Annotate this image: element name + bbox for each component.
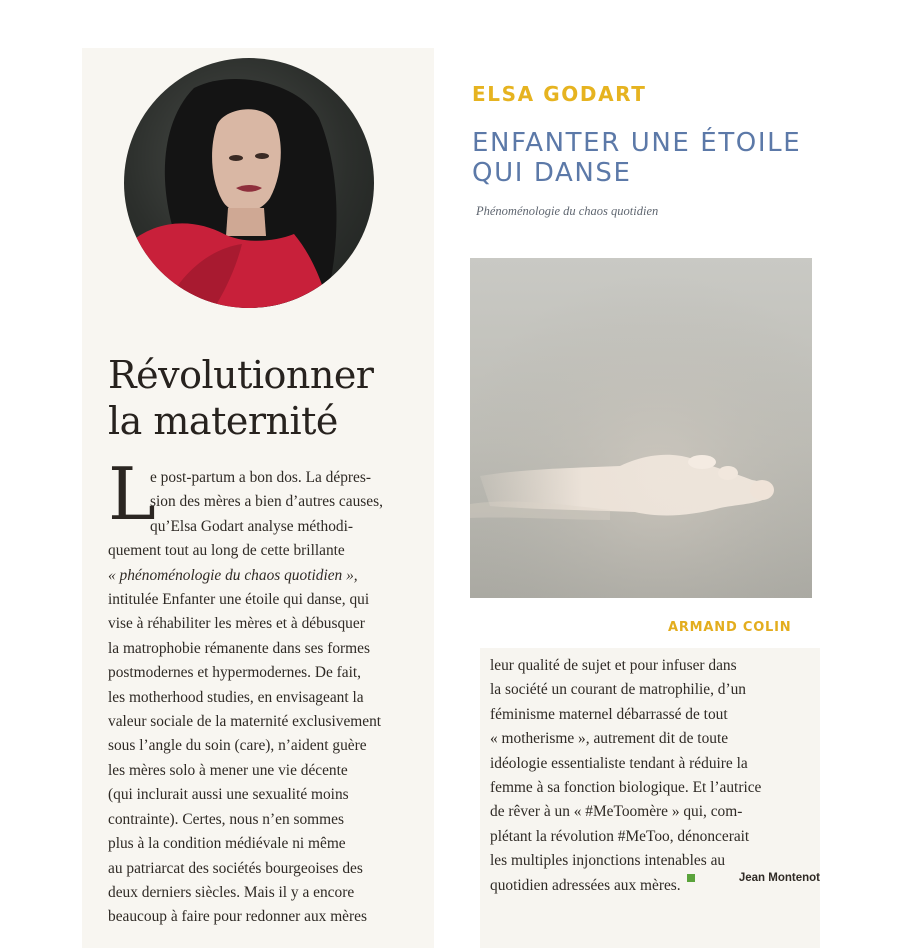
body-line: (qui inclurait aussi une sexualité moins [108, 786, 349, 804]
body-line: e post-partum a bon dos. La dépres- [150, 469, 371, 486]
end-of-article-square-icon [687, 874, 695, 882]
body-line: au patriarcat des sociétés bourgeoises des [108, 859, 363, 877]
book-subtitle: Phénoménologie du chaos quotidien [476, 204, 659, 218]
book-publisher: ARMAND COLIN [668, 620, 792, 635]
body-line: quement tout au long de cette brillante [108, 542, 345, 560]
body-line: les motherhood studies, en envisageant la [108, 688, 364, 706]
body-line: « motherisme », autrement dit de toute [490, 730, 729, 748]
body-line: plus à la condition médiévale ni même [108, 835, 346, 853]
body-line: qu’Elsa Godart analyse méthodi- [150, 517, 354, 535]
body-line: sion des mères a bien d’autres causes, [150, 493, 383, 511]
article-body-right-column [490, 654, 796, 898]
body-line: idéologie essentialiste tendant à réduire la [490, 754, 748, 772]
body-line: postmodernes et hypermodernes. De fait, [108, 664, 362, 682]
headline-line-1: Révolutionner [108, 353, 374, 397]
body-line: beaucoup à faire pour redonner aux mères [108, 908, 367, 926]
article-body-left-column [108, 466, 414, 930]
body-line: leur qualité de sujet et pour infuser dans [490, 657, 737, 674]
body-line: valeur sociale de la maternité exclusivement [108, 713, 382, 731]
body-line: intitulée Enfanter une étoile qui danse, qui [108, 591, 370, 609]
headline-line-2: la maternité [108, 399, 338, 443]
article-headline [108, 352, 438, 444]
book-author: ELSA GODART [472, 82, 647, 106]
author-portrait [124, 58, 374, 308]
body-line: plétant la révolution #MeToo, dénoncerait [490, 827, 750, 845]
body-line: la société un courant de matrophilie, d’un [490, 681, 746, 699]
book-title-line-1: ENFANTER UNE ÉTOILE [472, 128, 802, 158]
book-title-line-2: QUI DANSE [472, 158, 632, 188]
body-line: contrainte). Certes, nous n’en sommes [108, 810, 344, 828]
drop-cap: L [108, 452, 156, 536]
body-line: deux derniers siècles. Mais il y a encore [108, 883, 355, 901]
body-line: sous l’angle du soin (care), n’aident guère [108, 737, 367, 755]
cover-illustration [470, 258, 812, 598]
body-line: vise à réhabiliter les mères et à débusquer [108, 615, 365, 633]
body-line: la matrophobie rémanente dans ses formes [108, 639, 370, 657]
article-signature: Jean Montenot [738, 872, 820, 884]
body-line: « phénoménologie du chaos quotidien », [108, 566, 358, 584]
body-line: les multiples injonctions intenables au [490, 852, 726, 870]
book-title [472, 128, 832, 188]
body-line: quotidien adressées aux mères. [490, 874, 796, 898]
body-line: de rêver à un « #MeToomère » qui, com- [490, 803, 743, 821]
body-line: les mères solo à mener une vie décente [108, 761, 348, 779]
body-line: féminisme maternel débarrassé de tout [490, 705, 728, 723]
body-line: femme à sa fonction biologique. Et l’autrice [490, 779, 762, 797]
